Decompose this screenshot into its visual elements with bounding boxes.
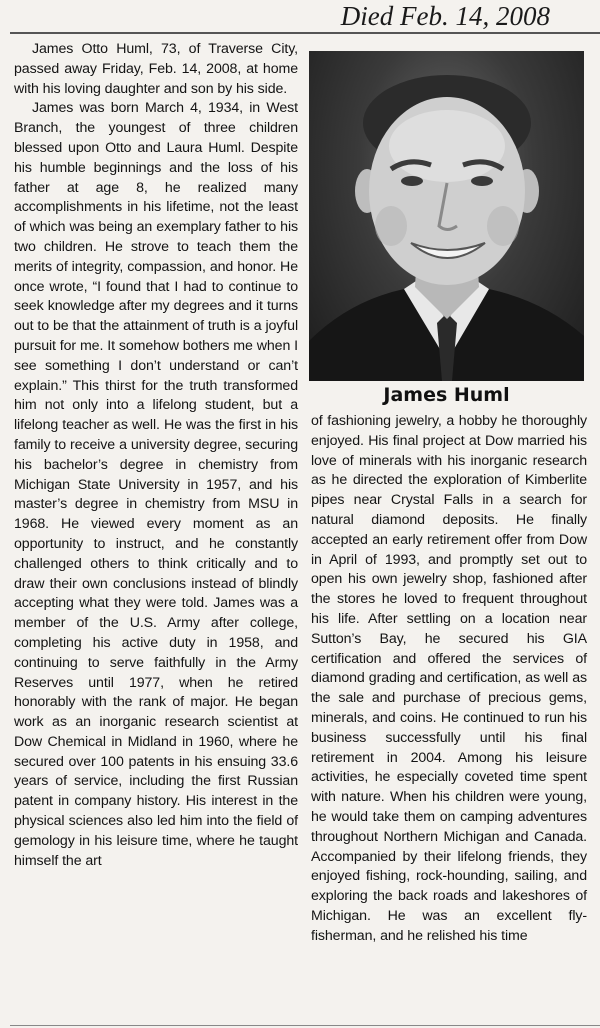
portrait-photo <box>309 51 584 381</box>
portrait-photo-icon <box>309 51 584 381</box>
bottom-rule <box>10 1025 600 1026</box>
article-column-left <box>14 40 298 871</box>
header-rule <box>10 32 600 34</box>
photo-caption: James Huml <box>383 384 510 406</box>
article-paragraph-2: James was born March 4, 1934, in West Branch, the youngest of three children blessed upon Otto and Laura Huml. Despite his humble beginnings and the loss of his father at age 8, he realized many accomplishments in his lifetime, not the least of which was being an exemplary father to his two children. He strove to teach them the merits of integrity, compassion, and honor. He once wrote, “I found that I had to continue to seek knowledge after my degrees and it turns out to be that the attainment of truth is a joyful pursuit for me. It somehow bothers me when I see something I don’t understand or can’t explain.” This thirst for the truth transformed him not only into a lifelong student, but a lifelong teacher as well. He was the first in his family to receive a university degree, securing his bachelor’s degree in chemistry from Michigan State University in 1957, and his master’s degree in chemistry from MSU in 1968. He viewed every moment as an opportunity to instruct, and he constantly challenged others to think critically and to draw their own conclusions instead of blindly accepting what they were told. James was a member of the U.S. Army after college, completing his active duty in 1958, and continuing to serve faithfully in the Army Reserves until 1977, when he retired honorably with the rank of major. He began work as an inorganic research scientist at Dow Chemical in Midland in 1960, where he secured over 100 patents in his ensuing 33.6 years of service, including the first Russian patent in company history. His interest in the physical sciences also led him into the field of gemology in his leisure time, where he taught himself the art <box>14 100 298 869</box>
article-column-right <box>311 412 587 947</box>
death-date-heading: Died Feb. 14, 2008 <box>340 1 550 31</box>
article-paragraph-1: James Otto Huml, 73, of Traverse City, passed away Friday, Feb. 14, 2008, at home with his loving daughter and son by his side. <box>14 41 298 97</box>
article-paragraph-2-continued: of fashioning jewelry, a hobby he thoroughly enjoyed. His final project at Dow married his love of minerals with his inorganic research as he directed the exploration of Kimberlite pipes near Crystal Falls in a search for natural diamond deposits. He finally accepted an early retirement offer from Dow in April of 1993, and promptly set out to open his own jewelry shop, fashioned after the stores he loved to frequent throughout his life. After settling on a location near Sutton’s Bay, he secured his GIA certification and offered the services of diamond grading and certification, as well as the sale and purchase of precious gems, minerals, and coins. He continued to run his business successfully until his final retirement in 2004. Among his leisure activities, he especially coveted time spent with nature. When his children were young, he would take them on camping adventures throughout Northern Michigan and Canada. Accompanied by their lifelong friends, they enjoyed fishing, rock-hounding, sailing, and exploring the back roads and lakeshores of Michigan. He was an excellent fly-fisherman, and he relished his time <box>311 413 587 944</box>
